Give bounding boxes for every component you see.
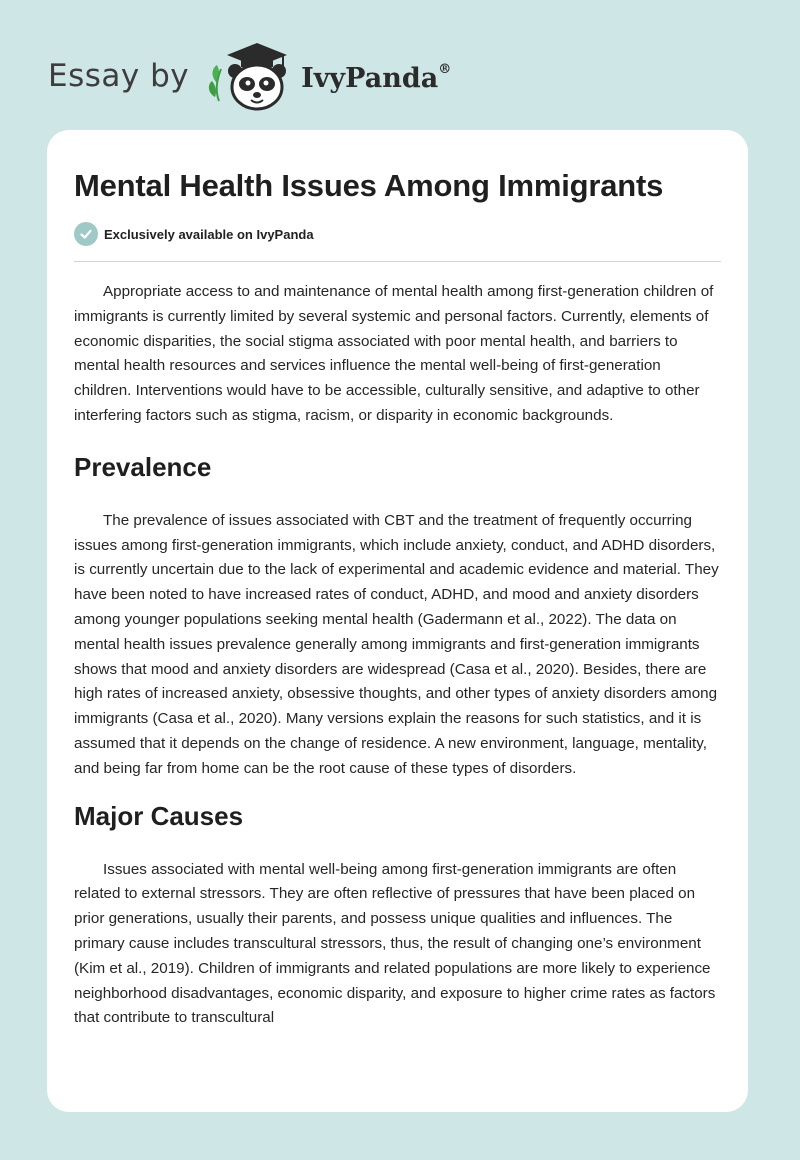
exclusive-badge-text: Exclusively available on IvyPanda	[104, 226, 314, 242]
essay-card	[47, 130, 748, 1112]
check-icon	[74, 222, 98, 246]
page-title: Mental Health Issues Among Immigrants	[74, 168, 664, 203]
brand-name-text: IvyPanda	[301, 62, 439, 94]
registered-mark: ®	[438, 61, 452, 77]
section-heading-prevalence: Prevalence	[74, 451, 212, 482]
panda-icon	[205, 39, 297, 113]
essay-by-label: Essay by	[48, 58, 190, 94]
site-header	[48, 36, 451, 116]
prevalence-paragraph: The prevalence of issues associated with CBT and the treatment of frequently occurring issues among first-generation immigrants, which include anxiety, conduct, and ADHD disorders, is currently uncertain due to the lack of experimental and academic evidence and material. They have been noted to have increased rates of conduct, ADHD, and mood and anxiety disorders among younger populations seeking mental health (Gadermann et al., 2022). The data on mental health issues prevalence generally among immigrants and first-generation immigrants shows that mood and anxiety disorders are widespread (Casa et al., 2020). Besides, there are high rates of increased anxiety, obsessive thoughts, and other types of anxiety disorders among immigrants (Casa et al., 2020). Many versions explain the reasons for such statistics, and it is assumed that it depends on the change of residence. A new environment, language, mentality, and being far from home can be the root cause of these types of disorders.	[74, 511, 719, 777]
major-causes-paragraph: Issues associated with mental well-being among first-generation immigrants are often related to external stressors. They are often reflective of pressures that have been placed on prior generations, usually their parents, and possess unique qualities and influences. The primary cause includes transcultural stressors, thus, the result of changing one’s environment (Kim et al., 2019). Children of immigrants and related populations are more likely to experience neighborhood disadvantages, economic disparity, and exposure to higher crime rates as factors that contribute to transcultural	[74, 860, 716, 1027]
section-heading-major-causes: Major Causes	[74, 800, 244, 831]
ivypanda-logo[interactable]	[205, 39, 297, 113]
exclusive-badge	[74, 222, 721, 262]
intro-paragraph: Appropriate access to and maintenance of mental health among first-generation children of immigrants is currently limited by several systemic and personal factors. Currently, elements of economic disparities, the social stigma associated with poor mental health, and barriers to mental health resources and services influence the mental well-being of first-generation children. Interventions would have to be accessible, culturally sensitive, and adaptive to other interfering factors such as stigma, racism, or disparity in economic backgrounds.	[74, 283, 714, 424]
brand-name	[301, 63, 451, 94]
